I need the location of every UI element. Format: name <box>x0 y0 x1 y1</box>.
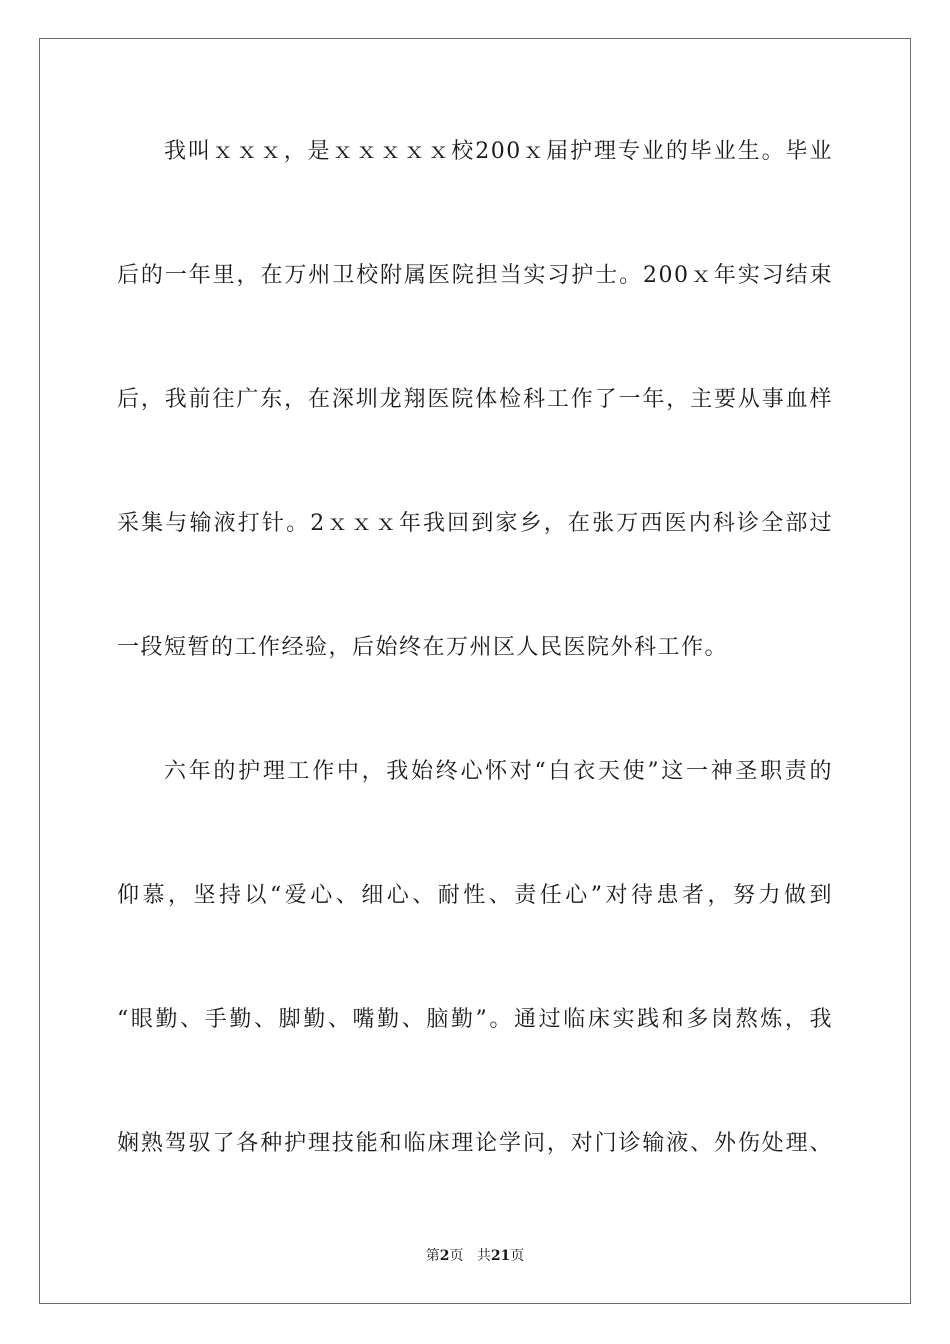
footer-page-prefix: 第 <box>425 1248 440 1264</box>
page-border <box>39 38 911 1304</box>
footer-total-prefix: 共 <box>476 1248 491 1264</box>
paragraph-2-line-4: 娴熟驾驭了各种护理技能和临床理论学问，对门诊输液、外伤处理、 <box>117 1131 833 1156</box>
paragraph-2-line-1: 六年的护理工作中，我始终心怀对“白衣天使”这一神圣职责的 <box>164 759 833 784</box>
paragraph-1-line-3: 后，我前往广东，在深圳龙翔医院体检科工作了一年，主要从事血样 <box>117 387 833 412</box>
paragraph-1-line-4: 采集与输液打针。2ｘｘｘ年我回到家乡，在张万西医内科诊全部过 <box>117 511 833 536</box>
footer-page-suffix: 页 <box>449 1248 464 1264</box>
page-footer <box>0 1246 950 1266</box>
footer-total-suffix: 页 <box>510 1248 525 1264</box>
paragraph-2-line-3: “眼勤、手勤、脚勤、嘴勤、脑勤”。通过临床实践和多岗熬炼，我 <box>117 1007 833 1032</box>
paragraph-1-line-1: 我叫ｘｘｘ，是ｘｘｘｘｘ校200ｘ届护理专业的毕业生。毕业 <box>164 139 833 164</box>
paragraph-1-line-5: 一段短暂的工作经验，后始终在万州区人民医院外科工作。 <box>117 635 729 660</box>
paragraph-1-line-2: 后的一年里，在万州卫校附属医院担当实习护士。200ｘ年实习结束 <box>117 263 833 288</box>
footer-total-pages: 21 <box>490 1248 511 1264</box>
footer-page-number: 2 <box>439 1248 450 1264</box>
paragraph-2-line-2: 仰慕，坚持以“爱心、细心、耐性、责任心”对待患者，努力做到 <box>117 883 833 908</box>
